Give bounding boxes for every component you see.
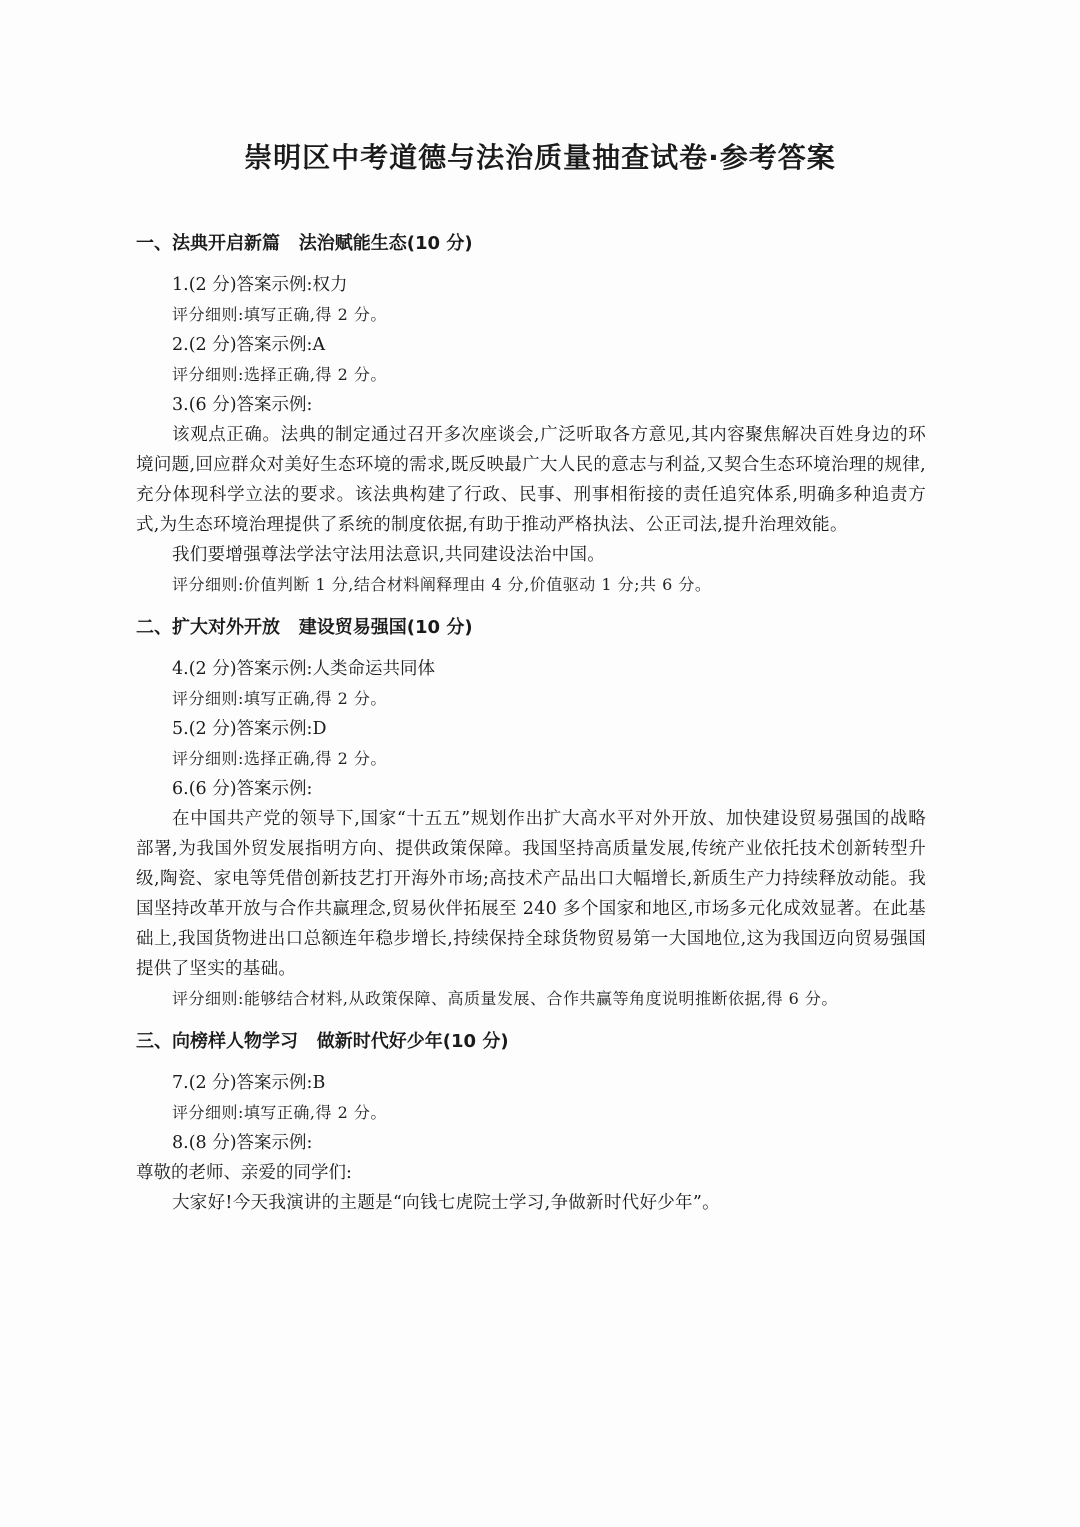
section-heading-2: 二、扩大对外开放 建设贸易强国(10 分) xyxy=(136,617,473,638)
question-4-answer: 4.(2 分)答案示例:人类命运共同体 xyxy=(172,659,435,679)
answer-content xyxy=(136,226,926,1218)
question-1-answer: 1.(2 分)答案示例:权力 xyxy=(172,275,348,295)
question-6-paragraph-1: 在中国共产党的领导下,国家“十五五”规划作出扩大高水平对外开放、加快建设贸易强国的战略部署,为我国外贸发展指明方向、提供政策保障。我国坚持高质量发展,传统产业依托技术创新转型升级,陶瓷、家电等凭借创新技艺打开海外市场;高技术产品出口大幅增长,新质生产力持续释放动能。我国坚持改革开放与合作共赢理念,贸易伙伴拓展至 240 多个国家和地区,市场多元化成效显著。在此基础上,我国货物进出口总额连年稳步增长,持续保持全球货物贸易第一大国地位,这为我国迈向贸易强国提供了坚实的基础。 xyxy=(136,809,926,979)
question-7-answer: 7.(2 分)答案示例:B xyxy=(172,1073,326,1093)
question-3-rule: 评分细则:价值判断 1 分,结合材料阐释理由 4 分,价值驱动 1 分;共 6 分。 xyxy=(172,575,712,594)
question-6-rule: 评分细则:能够结合材料,从政策保障、高质量发展、合作共赢等角度说明推断依据,得 6 分。 xyxy=(172,989,838,1008)
question-3-paragraph-1: 该观点正确。法典的制定通过召开多次座谈会,广泛听取各方意见,其内容聚焦解决百姓身边的环境问题,回应群众对美好生态环境的需求,既反映最广大人民的意志与利益,又契合生态环境治理的规律,充分体现科学立法的要求。该法典构建了行政、民事、刑事相衔接的责任追究体系,明确多种追责方式,为生态环境治理提供了系统的制度依据,有助于推动严格执法、公正司法,提升治理效能。 xyxy=(136,425,926,535)
question-6-answer: 6.(6 分)答案示例: xyxy=(172,779,313,799)
question-5-rule: 评分细则:选择正确,得 2 分。 xyxy=(172,749,387,768)
question-2-rule: 评分细则:选择正确,得 2 分。 xyxy=(172,365,387,384)
section-heading-1: 一、法典开启新篇 法治赋能生态(10 分) xyxy=(136,233,473,254)
question-5-answer: 5.(2 分)答案示例:D xyxy=(172,719,327,739)
question-8-greeting: 尊敬的老师、亲爱的同学们: xyxy=(136,1163,352,1183)
question-7-rule: 评分细则:填写正确,得 2 分。 xyxy=(172,1103,387,1122)
question-2-answer: 2.(2 分)答案示例:A xyxy=(172,335,326,355)
page-title: 崇明区中考道德与法治质量抽查试卷·参考答案 xyxy=(244,141,836,174)
question-3-answer: 3.(6 分)答案示例: xyxy=(172,395,313,415)
section-heading-3: 三、向榜样人物学习 做新时代好少年(10 分) xyxy=(136,1031,509,1052)
question-8-paragraph-1: 大家好!今天我演讲的主题是“向钱七虎院士学习,争做新时代好少年”。 xyxy=(172,1193,720,1213)
question-4-rule: 评分细则:填写正确,得 2 分。 xyxy=(172,689,387,708)
question-3-paragraph-2: 我们要增强尊法学法守法用法意识,共同建设法治中国。 xyxy=(172,545,606,565)
question-1-rule: 评分细则:填写正确,得 2 分。 xyxy=(172,305,387,324)
question-8-answer: 8.(8 分)答案示例: xyxy=(172,1133,313,1153)
